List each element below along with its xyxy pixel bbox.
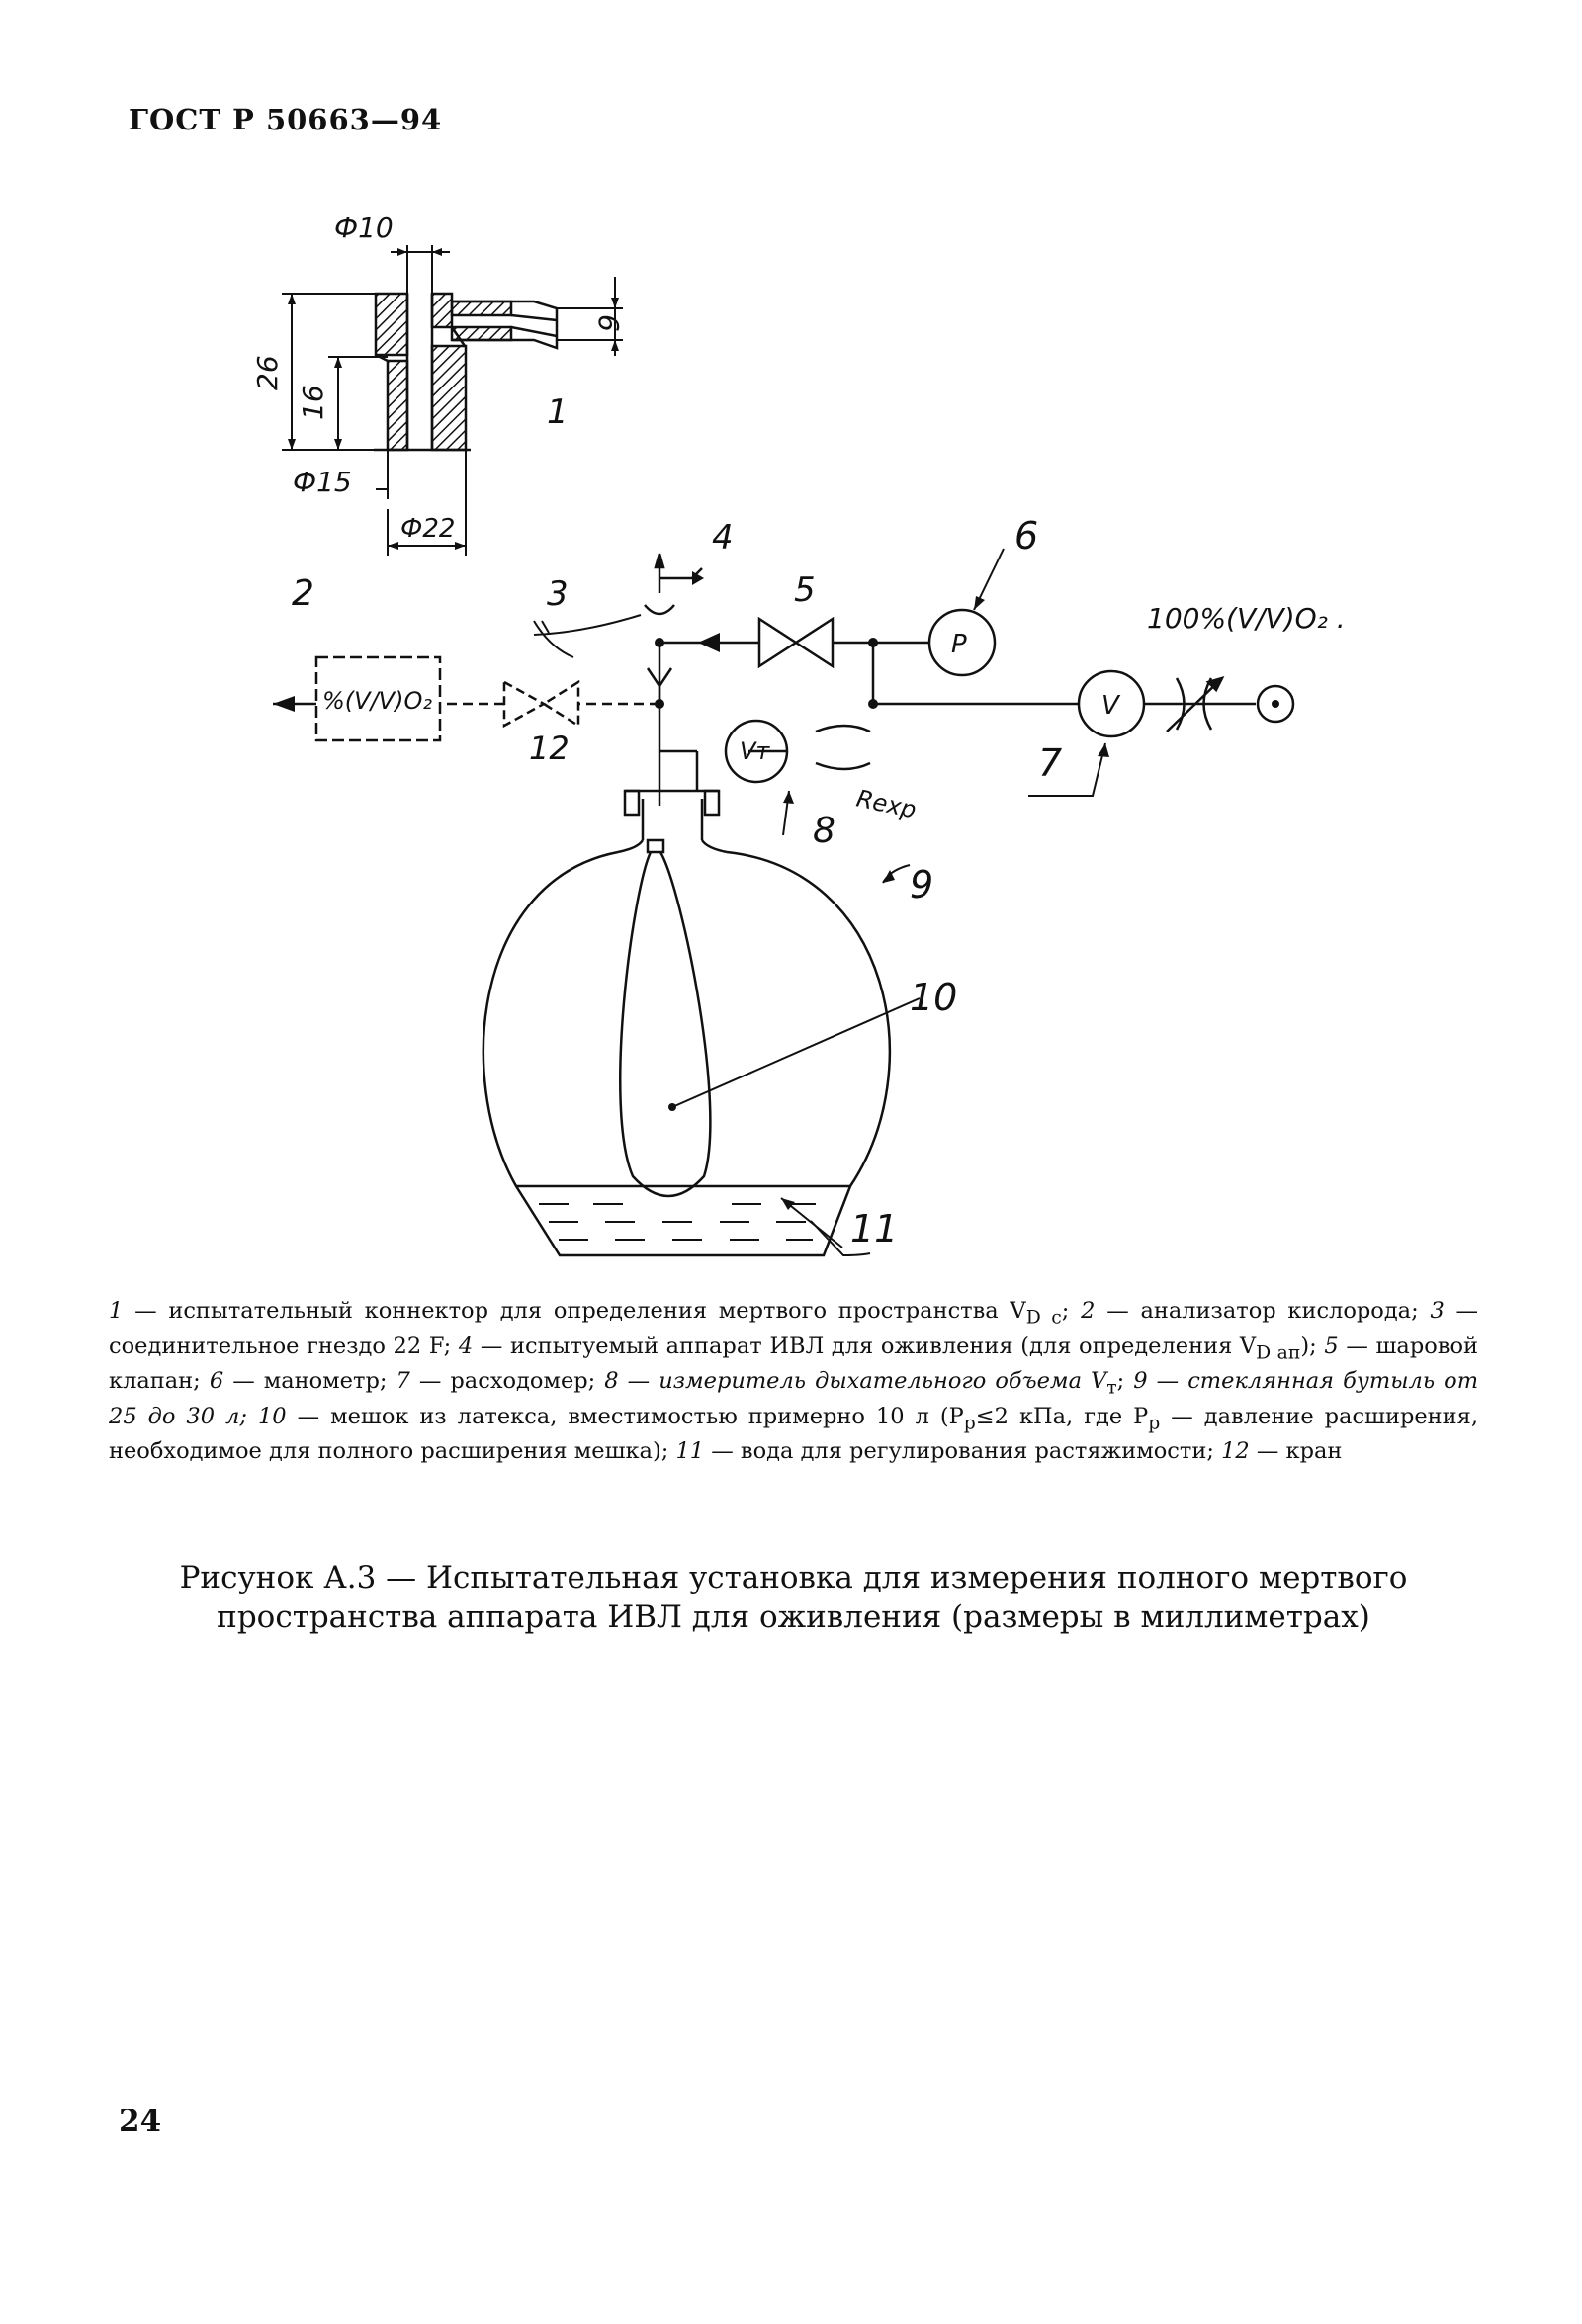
legend-item-7: 7 — расходомер;	[396, 1368, 596, 1394]
label-5: 5	[794, 570, 816, 610]
label-12: 12	[529, 730, 570, 767]
legend-item-8: 8 — измеритель дыхательного объема $V_т$;	[604, 1368, 1125, 1399]
latex-bag-10	[620, 840, 710, 1196]
legend-item-10: 10 — мешок из латекса, вместимостью примерно 10 л ($P_р\le 2$ кПа, где $P_р$ — давление расширения, необходимое для полного расширения мешка);	[109, 1403, 1479, 1464]
svg-text:P: P	[951, 630, 967, 659]
svg-text:Vт: Vт	[740, 737, 770, 765]
dim-phi22: Ф22	[400, 514, 456, 544]
water-11	[539, 1204, 816, 1240]
dim-phi10: Ф10	[334, 212, 394, 244]
label-2: 2	[292, 573, 314, 614]
caption-line-2: пространства аппарата ИВЛ для оживления (размеры в миллиметрах)	[217, 1599, 1370, 1635]
label-6: 6	[1014, 514, 1039, 558]
label-4: 4	[712, 518, 734, 558]
manometer-6	[929, 610, 995, 675]
resistance-label: Rexp	[853, 784, 920, 824]
legend-item-3: 3 — соединительное гнездо 22 F;	[109, 1298, 1479, 1359]
legend-item-5: 5 — шаровой клапан;	[109, 1333, 1478, 1394]
legend-item-9: 9 — стеклянная бутыль от 25 до 30 л;	[109, 1368, 1479, 1429]
legend-item-12: 12 — кран	[1221, 1438, 1343, 1464]
dim-16: 16	[297, 385, 329, 420]
legend-item-1: 1 — испытательный коннектор для определения мертвого пространства $V_{D с}$;	[109, 1298, 1070, 1329]
label-11: 11	[850, 1207, 899, 1250]
figure-caption	[109, 1558, 1478, 1637]
label-8: 8	[813, 811, 835, 851]
oxygen-inlet	[1258, 686, 1293, 722]
legend-item-11: 11 — вода для регулирования растяжимости;	[675, 1438, 1214, 1464]
label-10: 10	[910, 976, 958, 1019]
document-code-header: ГОСТ Р 50663—94	[129, 103, 443, 136]
legend-item-6: 6 — манометр;	[209, 1368, 388, 1394]
svg-text:V: V	[1101, 691, 1119, 721]
ball-valve-5	[759, 619, 833, 666]
label-3: 3	[547, 574, 569, 614]
svg-text:%(V/V)O₂: %(V/V)O₂	[322, 687, 432, 715]
page-number: 24	[119, 2104, 162, 2139]
dim-phi15: Ф15	[293, 466, 352, 498]
legend-item-4: 4 — испытуемый аппарат ИВЛ для оживления (для определения $V_{D ап}$);	[458, 1333, 1317, 1363]
dim-6: 6	[592, 314, 625, 332]
label-9: 9	[910, 863, 934, 906]
figure-legend	[109, 1297, 1478, 1465]
flowmeter-7	[1079, 671, 1144, 736]
expiratory-resistance	[816, 726, 870, 769]
oxygen-supply-label: 100%(V/V)O₂ .	[1147, 602, 1346, 635]
test-connector-drawing	[374, 294, 557, 450]
tap-12	[504, 682, 578, 726]
glass-bottle-9	[483, 791, 890, 1255]
oxygen-analyzer-2	[316, 657, 440, 740]
legend-item-2: 2 — анализатор кислорода;	[1081, 1298, 1419, 1324]
label-7: 7	[1038, 741, 1063, 785]
caption-line-1: Рисунок А.3 — Испытательная установка для измерения полного мертвого	[179, 1560, 1408, 1595]
label-1: 1	[547, 392, 569, 432]
dim-26: 26	[251, 355, 284, 390]
